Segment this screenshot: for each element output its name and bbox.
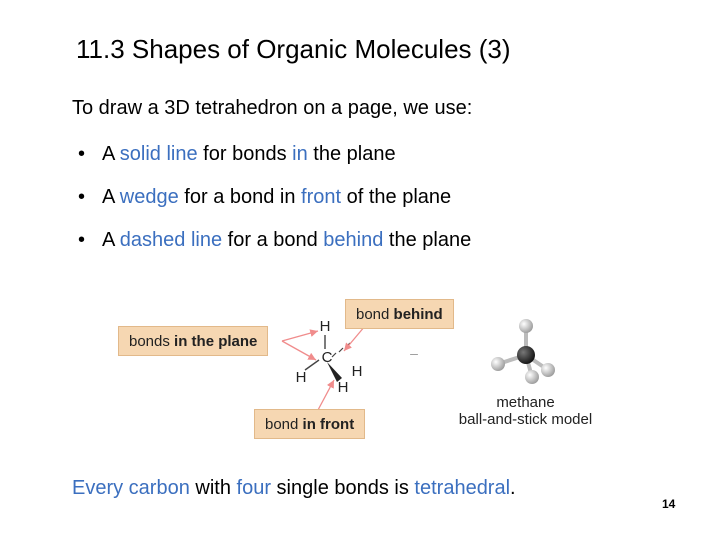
highlight-term: in: [292, 143, 308, 165]
hydrogen-ball: [525, 370, 539, 384]
highlight-term: four: [236, 477, 271, 499]
highlight-term: solid line: [119, 143, 198, 165]
bullet-dot: •: [78, 186, 86, 208]
bond-behind-dash: [332, 353, 336, 357]
atom-h-front: H: [337, 379, 349, 396]
label-bonds-in-plane: bonds in the plane: [118, 326, 268, 356]
bullet-dot: •: [78, 229, 86, 251]
atom-c: C: [321, 349, 333, 366]
hydrogen-ball: [519, 319, 533, 333]
bullet-dashed-line: • A dashed line for a bond behind the plane: [78, 229, 472, 251]
caption-line-1: methane: [496, 394, 555, 411]
atom-h-right: H: [351, 363, 363, 380]
highlight-term: behind: [323, 229, 384, 251]
hydrogen-ball: [491, 357, 505, 371]
arrow-plane-up: [282, 331, 318, 341]
slide-title: 11.3 Shapes of Organic Molecules (3): [76, 34, 511, 64]
label-bond-in-front: bond in front: [254, 409, 365, 439]
arrow-front: [318, 380, 334, 410]
hydrogen-ball: [541, 363, 555, 377]
methane-caption: [453, 394, 598, 428]
highlight-term: dashed line: [119, 229, 223, 251]
intro-text: To draw a 3D tetrahedron on a page, we use:: [72, 97, 473, 119]
dash-separator: –: [410, 345, 418, 361]
atom-h-top: H: [319, 318, 331, 335]
highlight-term: tetrahedral: [414, 477, 511, 499]
bullet-dot: •: [78, 143, 86, 165]
arrow-plane-left: [282, 341, 316, 360]
bullet-wedge: • A wedge for a bond in front of the plane: [78, 186, 452, 208]
highlight-term: wedge: [119, 186, 179, 208]
bond-in-plane-left: [305, 360, 319, 370]
page-number: 14: [662, 497, 676, 511]
atom-h-left: H: [295, 369, 307, 386]
highlight-term: Every carbon: [72, 477, 190, 499]
bullet-solid-line: • A solid line for bonds in the plane: [78, 143, 396, 165]
label-bond-behind: bond behind: [345, 299, 454, 329]
highlight-term: front: [301, 186, 342, 208]
conclusion-text: Every carbon with four single bonds is tetrahedral.: [72, 477, 516, 499]
carbon-ball: [517, 346, 535, 364]
caption-line-2: ball-and-stick model: [458, 411, 593, 428]
bond-behind-dash: [339, 348, 343, 352]
